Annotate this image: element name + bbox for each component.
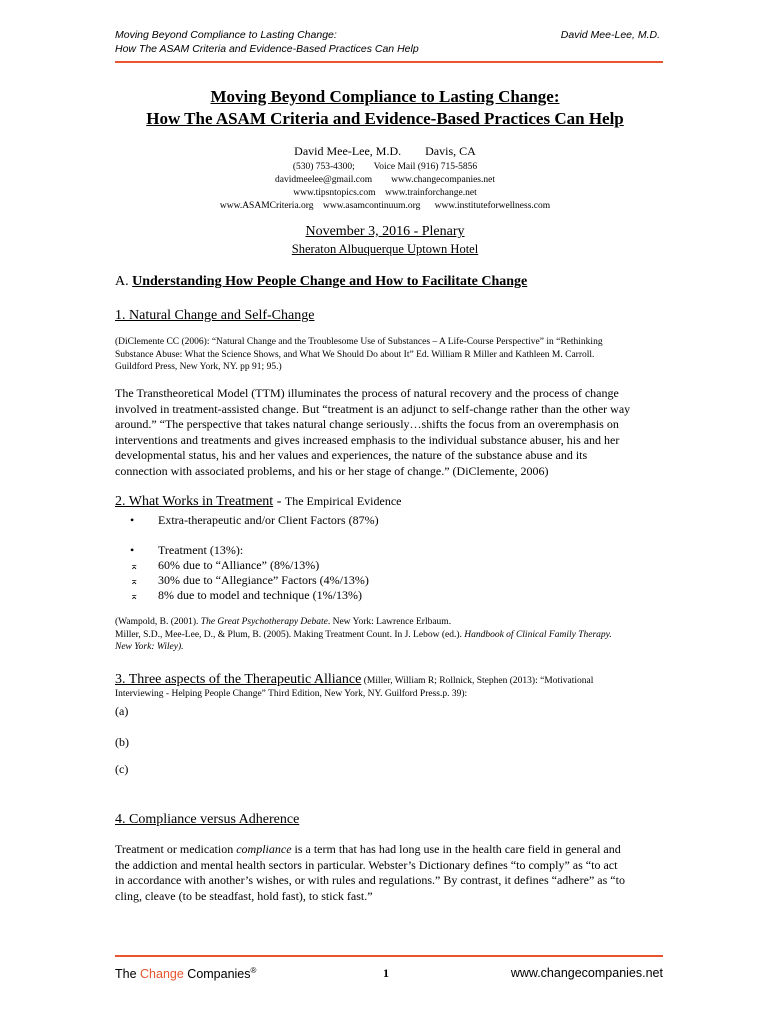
author-contact-3: www.ASAMCriteria.org www.asamcontinuum.org www.instituteforwellness.com <box>219 201 551 211</box>
author-name-location: David Mee-Lee, M.D. Davis, CA <box>294 144 476 158</box>
section-a-heading: A. Understanding How People Change and How to Facilitate Change <box>115 274 528 289</box>
running-header <box>115 28 660 56</box>
page-title <box>0 86 770 130</box>
header-author: David Mee-Lee, M.D. <box>560 29 660 41</box>
bullet-icon: • <box>130 543 135 557</box>
bullet-icon: • <box>130 513 135 527</box>
author-contact-2: www.tipsntopics.com www.trainforchange.net <box>293 188 477 198</box>
header-rule <box>115 61 663 63</box>
triangle-arrow-icon: ⌅ <box>130 591 139 602</box>
event-date: November 3, 2016 - Plenary <box>305 224 465 239</box>
footer-rule <box>115 955 663 957</box>
header-left-line2: How The ASAM Criteria and Evidence-Based Practices Can Help <box>115 43 419 55</box>
triangle-arrow-icon: ⌅ <box>130 576 139 587</box>
section-3-heading: 3. Three aspects of the Therapeutic Alliance (Miller, William R; Rollnick, Stephen (2013): “Motivational Interviewing - Helping People Change” Third Edition, New York, NY. Guilford Press.p. 39): <box>115 672 594 699</box>
sub-bullet-item: ⌅ 8% due to model and technique (1%/13%) <box>130 588 362 602</box>
author-contact-1: davidmeelee@gmail.com www.changecompanies.net <box>275 175 495 185</box>
alliance-item-b: (b) <box>115 735 129 749</box>
section-1-paragraph: The Transtheoretical Model (TTM) illuminates the process of natural recovery and the process of change involved in treatment-assisted change. But “treatment is an adjunct to self-change rather than the other way around.” “The perspective that takes natural change seriously…shifts the focus from an overemphasis on interventions and treatments and gives increased emphasis to the individual substance abuser, his and her developmental status, his and her values and experiences, the nature of the substance abuse and its connection with associated problems, and his or her stage of change.” (DiClemente, 2006) <box>115 386 631 478</box>
title-line1: Moving Beyond Compliance to Lasting Change: <box>210 87 560 106</box>
title-line2: How The ASAM Criteria and Evidence-Based Practices Can Help <box>146 109 624 128</box>
sub-bullet-item: ⌅ 30% due to “Allegiance” Factors (4%/13%) <box>130 573 369 587</box>
header-left-line1: Moving Beyond Compliance to Lasting Change: <box>115 29 337 41</box>
alliance-item-c: (c) <box>115 762 129 776</box>
author-phone: (530) 753-4300; Voice Mail (916) 715-5856 <box>292 162 478 172</box>
section-2-citation: (Wampold, B. (2001). The Great Psychotherapy Debate. New York: Lawrence Erlbaum. Miller, S.D., Mee-Lee, D., & Plum, B. (2005). Making Treatment Count. In J. Lebow (ed.). Handbook of Clinical Family Therapy. New York: Wiley). <box>115 617 612 652</box>
alliance-item-a: (a) <box>115 704 129 718</box>
bullet-item: • Extra-therapeutic and/or Client Factors (87%) <box>130 513 379 527</box>
sub-bullet-item: ⌅ 60% due to “Alliance” (8%/13%) <box>130 558 320 572</box>
section-1-heading: 1. Natural Change and Self-Change <box>115 308 315 323</box>
footer-url: www.changecompanies.net <box>510 966 663 980</box>
bullet-item: • Treatment (13%): <box>130 543 244 557</box>
section-4-paragraph: Treatment or medication compliance is a term that has had long use in the health care field in general and the addiction and mental health sectors in particular. Webster’s Dictionary defines “to comply” as “to act in accordance with another’s wishes, or with rules and regulations.” By contrast, it defines “adhere” as “to cling, cleave (to be steadfast, hold fast), to stick fast.” <box>115 842 625 903</box>
footer-brand: The Change Companies® <box>115 966 257 982</box>
page-number: 1 <box>383 966 389 980</box>
triangle-arrow-icon: ⌅ <box>130 561 139 572</box>
section-4-heading: 4. Compliance versus Adherence <box>115 812 300 827</box>
event-venue: Sheraton Albuquerque Uptown Hotel <box>291 242 479 256</box>
section-2-heading: 2. What Works in Treatment - The Empirical Evidence <box>115 494 402 509</box>
section-1-citation: (DiClemente CC (2006): “Natural Change and the Troublesome Use of Substances – A Life-Course Perspective” in “Rethinking Substance Abuse: What the Science Shows, and What We Should Do about It” Ed. William R Miller and Kathleen M. Carroll. Guildford Press, New York, NY. pp 91; 95.) <box>115 337 603 372</box>
